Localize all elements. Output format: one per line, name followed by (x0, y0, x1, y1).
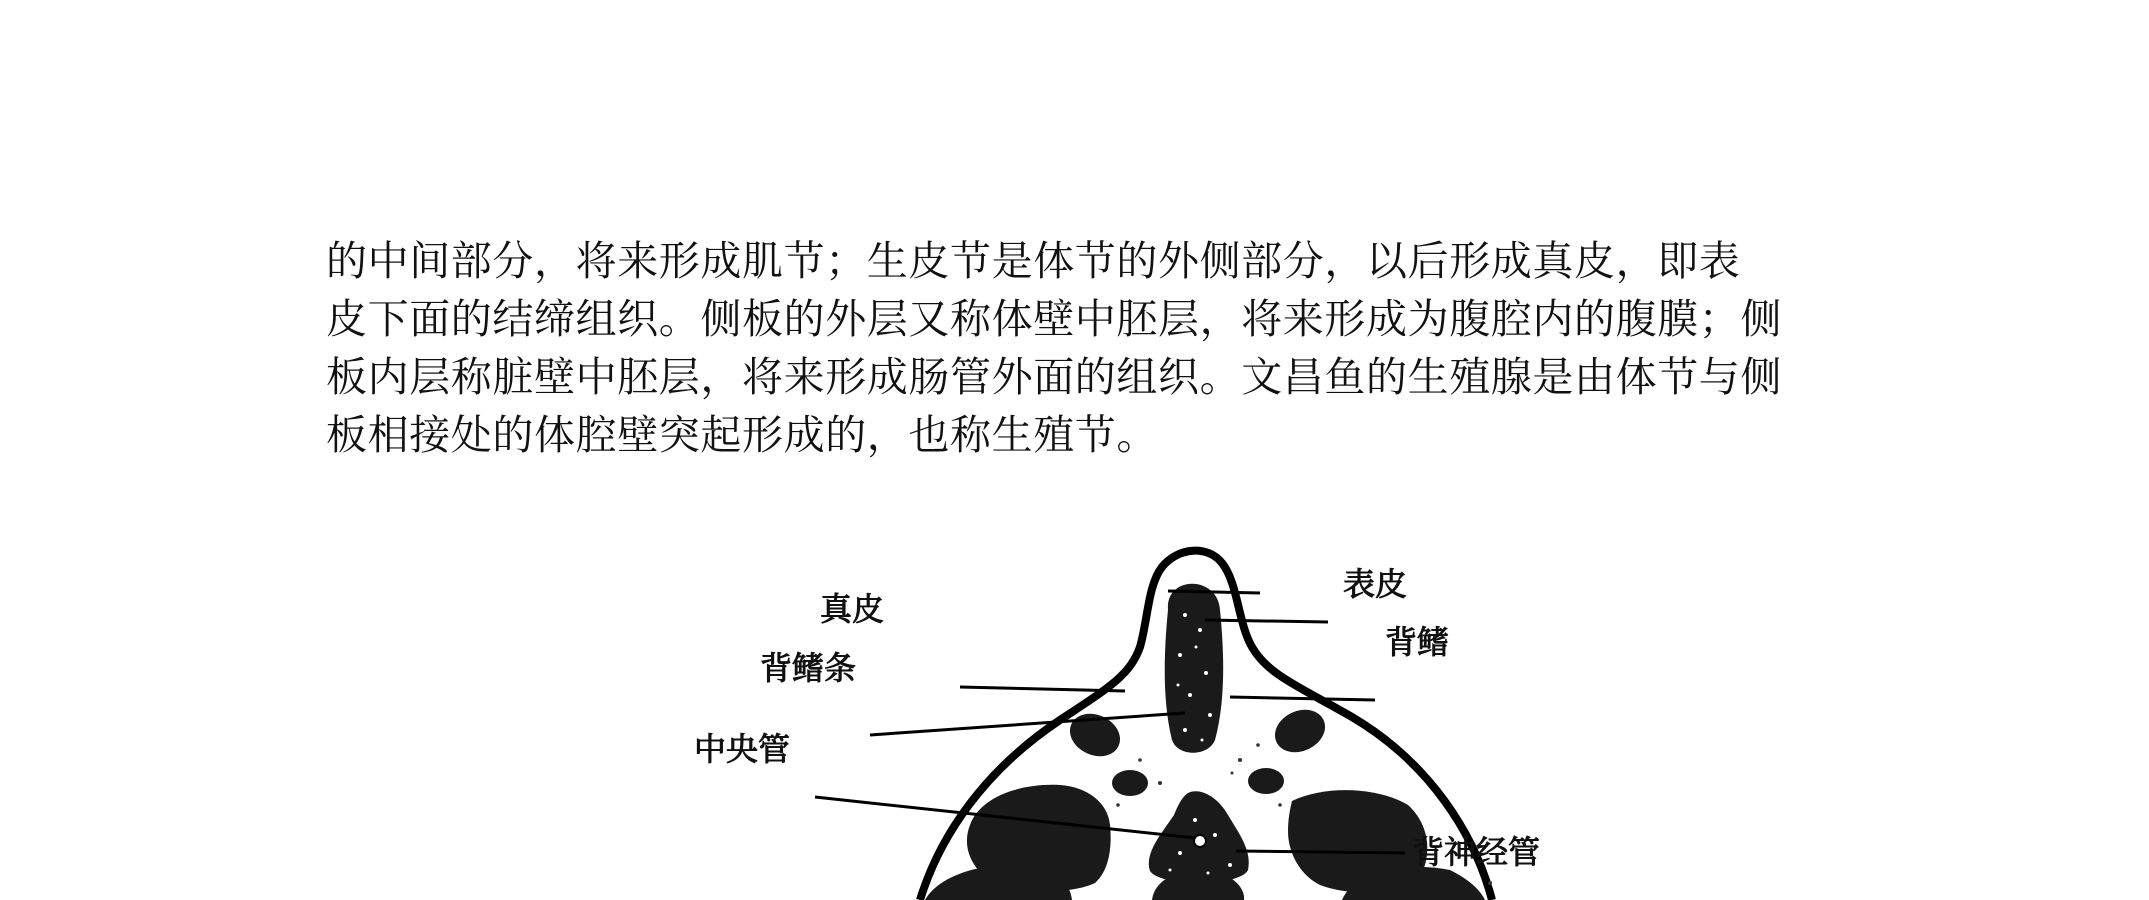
fin-ray-chamber (1165, 584, 1223, 753)
paragraph-line: 板相接处的体腔壁突起形成的，也称生殖节。 (326, 411, 1158, 459)
label-dermis: 真皮 (820, 590, 885, 628)
label-central-canal: 中央管 (694, 730, 791, 768)
leader-line-dermis (1168, 591, 1260, 593)
leader-line-epidermis-connector (1205, 620, 1328, 622)
body-paragraph (326, 232, 1856, 464)
small-chamber-right (1248, 768, 1284, 794)
paragraph-line: 板内层称脏壁中胚层，将来形成肠管外面的组织。文昌鱼的生殖腺是由体节与侧 (326, 353, 1782, 401)
leader-line-dermis-2 (960, 687, 1125, 691)
label-fin-ray: 背鳍条 (760, 649, 857, 687)
label-epidermis: 表皮 (1343, 565, 1408, 603)
label-dorsal-fin: 背鳍 (1385, 623, 1450, 661)
amphioxus-cross-section-figure (640, 535, 1640, 900)
label-dorsal-nerve-cord: 背神经管 (1412, 833, 1541, 871)
central-canal (1194, 835, 1206, 847)
leader-line-dorsal-nerve-cord (1236, 851, 1405, 853)
cross-section-diagram (640, 535, 1640, 900)
paragraph-line: 的中间部分，将来形成肌节；生皮节是体节的外侧部分，以后形成真皮，即表 (326, 237, 1741, 285)
paragraph-line: 皮下面的结缔组织。侧板的外层又称体壁中胚层，将来形成为腹腔内的腹膜；侧 (326, 295, 1782, 343)
small-chamber-left (1112, 770, 1148, 796)
